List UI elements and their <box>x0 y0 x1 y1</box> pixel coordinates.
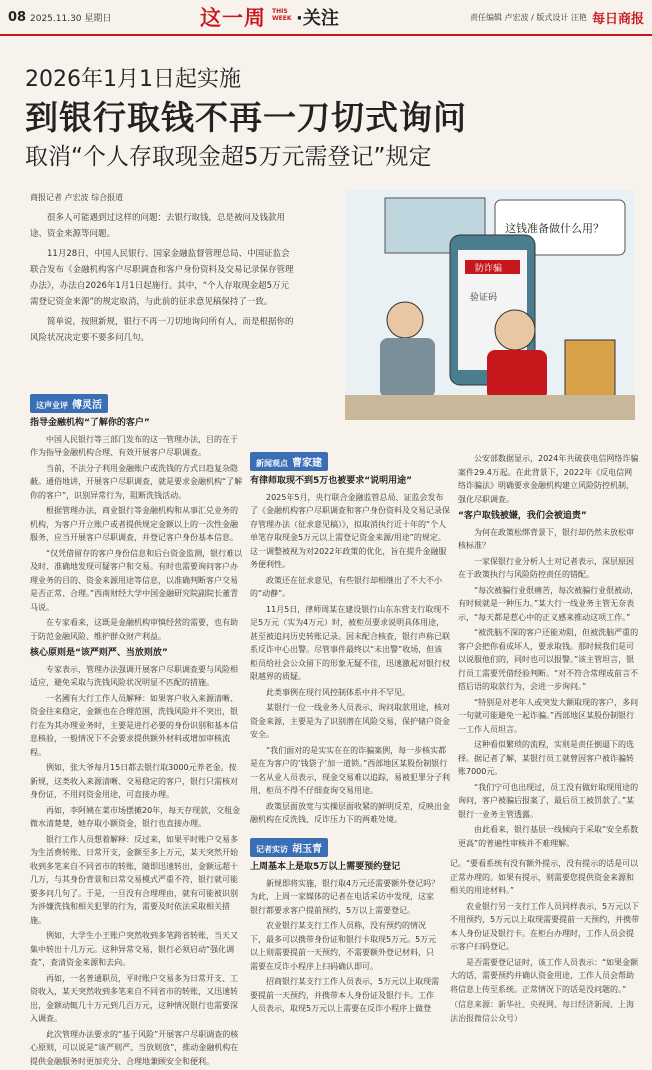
body-paragraph: 根据管理办法，商业银行等金融机构和从事汇兑业务的机构，为客户开立账户或者提供规定金额以上的一次性金融服务，应当开展客户尽职调查，并登记客户身份基本信息。 <box>30 506 238 542</box>
counter <box>345 395 635 420</box>
clerk-body <box>487 350 547 400</box>
column-body <box>250 857 640 1025</box>
body-paragraph: 农业银行另一支行工作人员同样表示，5万元以下不用预约，5万元以上取现需要提前一天预约，并携带本人身份证及银行卡。在柜台办理时，工作人员会提示客户扫码登记。 <box>450 901 640 951</box>
editor-credit: 责任编辑 卢宏波 / 版式设计 汪艳 <box>470 13 587 22</box>
body-paragraph: “被洗脑不深的客户还能劝阻，但被洗脑严重的客户会把你看成坏人，要求取钱。那时候我们是可以说服他们的，同时也可以报警。”该主管坦言，银行员工需要凭借经验判断。“对不符合常理或前言不搭后语的取款行为，会进一步询问。” <box>458 628 639 691</box>
body-paragraph: 再如，李阿姨在菜市场摆摊20年，每天存现款，交租金微水清楚楚，她存取小额资金，银行也直接办理。 <box>30 805 241 828</box>
body-paragraph: 专家表示，管理办法强调开展客户尽职调查要与风险相适应，避免采取与洗钱风险状况明显不匹配的措施。 <box>30 664 238 687</box>
main-headline: 到银行取钱不再一刀切式询问 <box>25 98 467 137</box>
column-tag: 记者实访 胡玉青 <box>250 838 328 857</box>
body-paragraph: 在专家看来，这既是金融机构审慎经营的需要，也有助于防范金融风险、维护群众财产利益。 <box>30 618 238 641</box>
body-paragraph: “特别是对老年人或突发大额取现的客户，多问一句就可能避免一起诈骗。”西部地区某股份制银行一工作人员坦言。 <box>458 697 639 734</box>
body-paragraph: 一家保银行业分析人士对记者表示，深层原因在于政策执行与风险防控责任的错配。 <box>458 556 634 579</box>
code-label: 验证码 <box>470 293 498 303</box>
body-paragraph: 中国人民银行等三部门发布的这一管理办法，目的在于作为指导金融机构合理、有效开展客户尽职调查。 <box>30 434 238 457</box>
headline-deck: 取消“个人存取现金超5万元需登记”规定 <box>25 144 432 170</box>
warning-sign-text: 防诈骗 <box>475 264 503 274</box>
lede <box>30 210 295 350</box>
column-tag: 这声业评 傅灵活 <box>30 394 108 413</box>
lede-paragraph: 11月28日，中国人民银行、国家金融监督管理总局、中国证监会联合发布《金融机构客户尽职调查和客户身份资料及交易记录保存管理办法》，办法自2026年1月1日起施行。其中，“个人存取现金超5万元需登记资金来源”的规定取消，与此前的征求意见稿保持了一致。 <box>30 249 294 307</box>
column-body <box>30 417 243 1068</box>
customer-head <box>387 302 423 338</box>
column-right <box>458 452 640 852</box>
clerk-head <box>495 310 535 350</box>
body-paragraph: “每次被骗行业很痛苦，每次被骗行业很被动，有时候就是一种压力。”某大行一线业务主管无奈表示，“每天都是惹心中的正义感来推动这项工作。” <box>458 585 639 622</box>
headline-kicker: 2026年1月1日起实施 <box>25 67 241 92</box>
body-paragraph: 由此看来，银行基层一线倾向于采取“安全系数更高”的普遍性审核并不难理解。 <box>458 825 639 848</box>
body-paragraph: 某银行一位一线业务人员表示，询问取款用途，核对资金来源，主要是为了识别潜在风险交易，保护储户资金安全。 <box>250 703 450 739</box>
section-subtitle: THIS WEEK <box>272 8 292 22</box>
body-paragraph: 这种看似繁琐的流程，实则是责任倒逼下的选择。据记者了解，某银行员工就曾因客户被诈骗转账7000元。 <box>458 740 634 776</box>
body-paragraph: 银行工作人员想着解释：反过来，如果平时账户交易多为生活费转账、日常开支，金额至多上万元，某天突然开始收到多笔来自不同省市的转账，随即迅速转出，金额远超十几万，与其身份背景和日常交易模式严重不符，银行就可能要多问几句了。于是，一旦没有合理理由，就有可能被识别为涉嫌洗钱和相关犯罪的行为，需要及时依法采取相关措施。 <box>30 834 238 925</box>
page-header <box>0 0 652 36</box>
body-paragraph: 农业银行某支行工作人员称，没有预约的情况下，最多可以携带身份证和银行卡取现5万元。5万元以上则需要提前一天预约，不需要额外登记材料，只需要在反诈小程序上扫码确认即可。 <box>250 921 437 971</box>
lede-paragraph: 简单说，按照新规，银行不再一刀切地询问所有人，而是根据你的风险状况决定要不要多问几句。 <box>30 317 294 343</box>
illustration <box>345 190 635 420</box>
body-paragraph: “仅凭借留存的客户身份信息和后台资金监测，银行难以及时、准确地发现可疑客户和交易。有时也需要询问客户办理业务的目的、资金来源用途等信息，以准确判断客户交易是否正常、合理。”西南财经大学中国金融研究院副院长董青马说。 <box>30 548 243 612</box>
lede-paragraph: 很多人可能遇到过这样的问题：去银行取钱，总是被问及钱款用途、资金来源等问题。 <box>30 213 286 239</box>
body-paragraph: 此类事例在现行风控制体系中并不罕见。 <box>266 687 410 697</box>
customer-body <box>380 338 435 398</box>
subheading: 上周基本上是取5万以上需要预约登记 <box>250 862 401 872</box>
body-paragraph: “我们面对的是实实在在的诈骗案例，每一步核实都是在为客户的‘钱袋子’加一道锁。”西部地区某股份制银行一名从业人员表示，现金交易难以追踪，易被犯罪分子利用，柜员不得不仔细查询交易用途。 <box>250 745 450 795</box>
body-paragraph: 公安部数据显示，2024年共破获电信网络诈骗案件29.4万起。在此背景下，2022年《反电信网络诈骗法》明确要求金融机构建立风险防控机制，强化尽职调查。 <box>458 454 639 504</box>
body-paragraph: 招商银行某支行工作人员表示，5万元以上取现需要提前一天预约，并携带本人身份证及银行卡。工作人员表示，取现5万元以上需要在反诈小程序上做登记。“要看系统有没有额外提示，没有提示的话是可以正常办理的。如果有提示，则需要您提供资金来源和相关的用途材料。” <box>250 859 639 1013</box>
byline: 商报记者 卢宏波 综合报道 <box>30 193 124 202</box>
source-note: （信息来源：新华社、央视网、每日经济新闻、上海法治报微信公众号） <box>450 1000 634 1023</box>
body-paragraph: 政策还在征求意见，有些银行却相继出了不大不小的“动静”。 <box>250 575 442 598</box>
issue-date: 2025.11.30 星期日 <box>30 14 112 24</box>
body-paragraph: “我们宁可也出现过，员工没有做好取现用途的询问，客户被骗后报案了，最后员工被罚款了。”某银行一业务主管透露。 <box>458 782 639 819</box>
body-paragraph: 例如，大学生小王账户突然收到多笔跨省转账，当天又集中转出十几万元。这种异常交易，银行必须启动“强化调查”，查清资金来源和去向。 <box>30 931 238 967</box>
speech-bubble-text: 这钱准备做什么用？ <box>505 222 604 235</box>
body-paragraph: 例如，张大爷每月15日都去银行取3000元养老金。按新规，这类收入来源清晰、交易稳定的客户，银行只需核对身份证，不用问资金用途，可直接办理。 <box>30 763 238 799</box>
column-middle <box>250 452 450 829</box>
page-number: 08 <box>8 10 27 25</box>
newspaper-name: 每日商报 <box>592 12 645 27</box>
column-left <box>30 394 243 1070</box>
body-paragraph: 当前，不法分子利用金融账户或洗钱的方式日趋复杂隐蔽。通俗地讲，开展客户尽职调查，就是要求金融机构“了解你的客户”，识别异常行为，阻断洗钱活动。 <box>30 463 243 500</box>
column-body <box>458 452 640 850</box>
body-paragraph: 是否需要登记证时，该工作人员表示：“如果金额大的话，需要预约并确认资金用途，工作人员会帮助将信息上传至系统。正常情况下的话是没问题的。” <box>450 957 639 994</box>
subheading: 核心原则是“该严则严、当放则放” <box>30 648 168 658</box>
column-tag: 新闻观点 曹家建 <box>250 452 328 471</box>
cash-stack-icon <box>565 340 615 400</box>
body-paragraph: 一名國有大行工作人员解释：如果客户收入来源清晰、资金往来稳定，金额也在合理范围，洗钱风险并不突出，银行在为其办理业务时，主要是进行必要的身份识别和基本信息核验，一般情况下不会要求提供额外材料或增加审核流程。 <box>30 693 238 757</box>
section-title: 这一周 <box>200 6 266 30</box>
body-paragraph: 再如，一名普通职员，平时账户交易多为日常开支、工资收入，某天突然收到多笔来自不同省市的转账，又迅速转出，金额动辄几十万元到几百万元，这种情况银行也需要深入调查。 <box>30 973 238 1023</box>
column-bottom <box>250 838 640 1025</box>
subheading: 指导金融机构“了解你的客户” <box>30 418 150 428</box>
column-body <box>250 475 450 827</box>
body-paragraph: 为何在政策松绑背景下，银行却仍然未放松审核标准？ <box>458 527 634 550</box>
body-paragraph: 此次管理办法要求的“基于风险”开展客户尽职调查的核心原则，可以说是“该严则严、当放则放”，推动金融机构在提供金融服务时更加充分、合理地兼顾安全和便利。 <box>30 1029 239 1066</box>
section-title-secondary: ·关注 <box>296 8 339 29</box>
body-paragraph: 2025年5月，央行联合金融监管总局、证监会发布了《金融机构客户尽职调查和客户身份资料及交易记录保存管理办法（征求意见稿）》，拟取消执行近十年的“个人单笔存取现金5万元以上需登记资金来源/用途”的规定。这一调整被视为对2022年政策的优化，旨在提升金融服务便利性。 <box>250 492 450 569</box>
body-paragraph: 新规即将实施，银行取4万元还需要额外登记吗？为此，上周一家媒体的记者在电话采访中发现，这家银行都要求客户提前预约，5万以上需要登记。 <box>250 878 440 915</box>
subheading: “客户取钱被嫌，我们会被追责” <box>458 511 587 521</box>
body-paragraph: 政策层面放宽与实操层面收紧的鲜明反差，反映出金融机构在反洗钱、反诈压力下的两难处境。 <box>250 801 450 824</box>
subheading: 有律师取现不到5万也被要求“说明用途” <box>250 476 413 486</box>
body-paragraph: 11月5日，律师周某在建设银行山东东营支行取现不足5万元（实为4万元）时，被柜员要求说明具体用途，甚至被追问历史转账记录。因未配合核查，银行声称已联系反诈中心出警。尽管事件最终以“未出警”收场，但该柜员给社会公众留下的形象无疑不佳，迅速激起对银行权限越界的质疑。 <box>250 604 450 681</box>
